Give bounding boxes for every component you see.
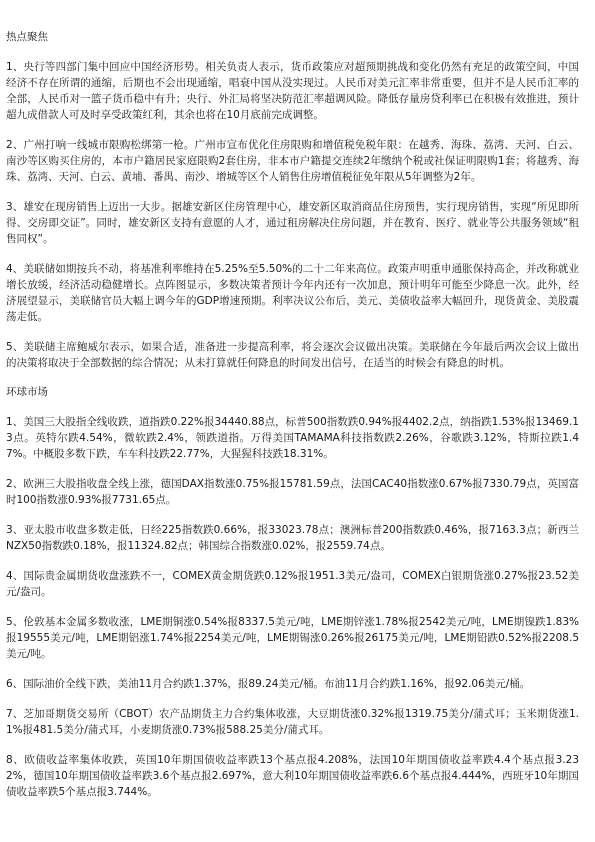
hot-topic-paragraph: 5、美联储主席鲍威尔表示，如果合适，准备进一步提高利率，将会逐次会议做出决策。美联储在今年最后两次会议上做出的决策将取决于全部数据的综合情况；从未打算就任何降息的时间发出信号，在适当的时候会有降息的时机。 (6, 341, 579, 369)
market-paragraph: 7、芝加哥期货交易所（CBOT）农产品期货主力合约集体收涨，大豆期货涨0.32%报1319.75美分/蒲式耳；玉米期货涨1.1%报481.5美分/蒲式耳，小麦期货涨0.73%报588.25美分/蒲式耳。 (6, 708, 579, 736)
market-paragraph: 6、国际油价全线下跌，美油11月合约跌1.37%，报89.24美元/桶。布油11月合约跌1.16%，报92.06美元/桶。 (6, 678, 531, 690)
hot-topic-paragraph: 3、雄安在现房销售上迈出一大步。据雄安新区住房管理中心，雄安新区取消商品住房预售，实行现房销售，实现“所见即所得、交房即交证”。同时，雄安新区支持有意愿的人才，通过租房解决住房问题，并在教育、医疗、就业等公共服务领域“租售同权”。 (6, 201, 579, 245)
section-title-hot-topics: 热点聚焦 (6, 31, 48, 43)
section-title-global-markets: 环球市场 (6, 386, 48, 398)
market-paragraph: 3、亚太股市收盘多数走低，日经225指数跌0.66%，报33023.78点；澳洲标普200指数跌0.46%，报7163.3点；新西兰NZX50指数跌0.18%，报11324.82点；韩国综合指数涨0.02%，报2559.74点。 (6, 524, 579, 552)
hot-topic-paragraph: 2、广州打响一线城市限购松绑第一枪。广州市宣布优化住房限购和增值税免税年限：在越秀、海珠、荔湾、天河、白云、南沙等区购买住房的，本市户籍居民家庭限购2套住房，非本市户籍提交连续2年缴纳个税或社保证明限购1套；将越秀、海珠、荔湾、天河、白云、黄埔、番禺、南沙、增城等区个人销售住房增值税征免年限从5年调整为2年。 (6, 139, 579, 183)
market-paragraph: 5、伦敦基本金属多数收涨，LME期铜涨0.54%报8337.5美元/吨，LME期锌涨1.78%报2542美元/吨，LME期镍跌1.83%报19555美元/吨，LME期铝涨1.74%报2254美元/吨，LME期锡涨0.26%报26175美元/吨，LME期铅跌0.52%报2208.5美元/吨。 (6, 616, 579, 660)
market-paragraph: 8、欧债收益率集体收跌，英国10年期国债收益率跌13个基点报4.208%，法国10年期国债收益率跌4.4个基点报3.232%，德国10年期国债收益率跌3.6个基点报2.697%，意大利10年期国债收益率跌6.6个基点报4.444%，西班牙10年期国债收益率跌5个基点报3.744%。 (6, 754, 579, 798)
market-paragraph: 4、国际贵金属期货收盘涨跌不一，COMEX黄金期货跌0.12%报1951.3美元/盎司，COMEX白银期货涨0.27%报23.52美元/盎司。 (6, 570, 579, 598)
hot-topic-paragraph: 4、美联储如期按兵不动，将基准利率维持在5.25%至5.50%的二十二年来高位。政策声明重申通胀保持高企，并改称就业增长放缓，经济活动稳健增长。点阵图显示，多数决策者预计今年内还有一次加息，预计明年可能至少降息一次。此外，经济展望显示，美联储官员大幅上调今年的GDP增速预期。利率决议公布后，美元、美债收益率大幅回升，现货黄金、美股震荡走低。 (6, 263, 579, 323)
market-paragraph: 2、欧洲三大股指收盘全线上涨，德国DAX指数涨0.75%报15781.59点，法国CAC40指数涨0.67%报7330.79点，英国富时100指数涨0.93%报7731.65点。 (6, 478, 579, 506)
market-paragraph: 1、美国三大股指全线收跌，道指跌0.22%报34440.88点，标普500指数跌0.94%报4402.2点，纳指跌1.53%报13469.13点。英特尔跌4.54%，微软跌2.4%，领跌道指。万得美国TAMAMA科技指数跌2.26%，谷歌跌3.12%，特斯拉跌1.47%。中概股多数下跌，车车科技跌22.77%，大猩猩科技跌18.31%。 (6, 416, 579, 460)
hot-topic-paragraph: 1、央行等四部门集中回应中国经济形势。相关负责人表示，货币政策应对超预期挑战和变化仍然有充足的政策空间，中国经济不存在所谓的通缩，后期也不会出现通缩，唱衰中国从没实现过。人民币对美元汇率非常重要，但并不是人民币汇率的全部，人民币对一篮子货币稳中有升；央行、外汇局将坚决防范汇率超调风险。降低存量房贷利率已在积极有效推进，预计超九成借款人可及时享受政策红利，其余也将在10月底前完成调整。 (6, 61, 579, 121)
